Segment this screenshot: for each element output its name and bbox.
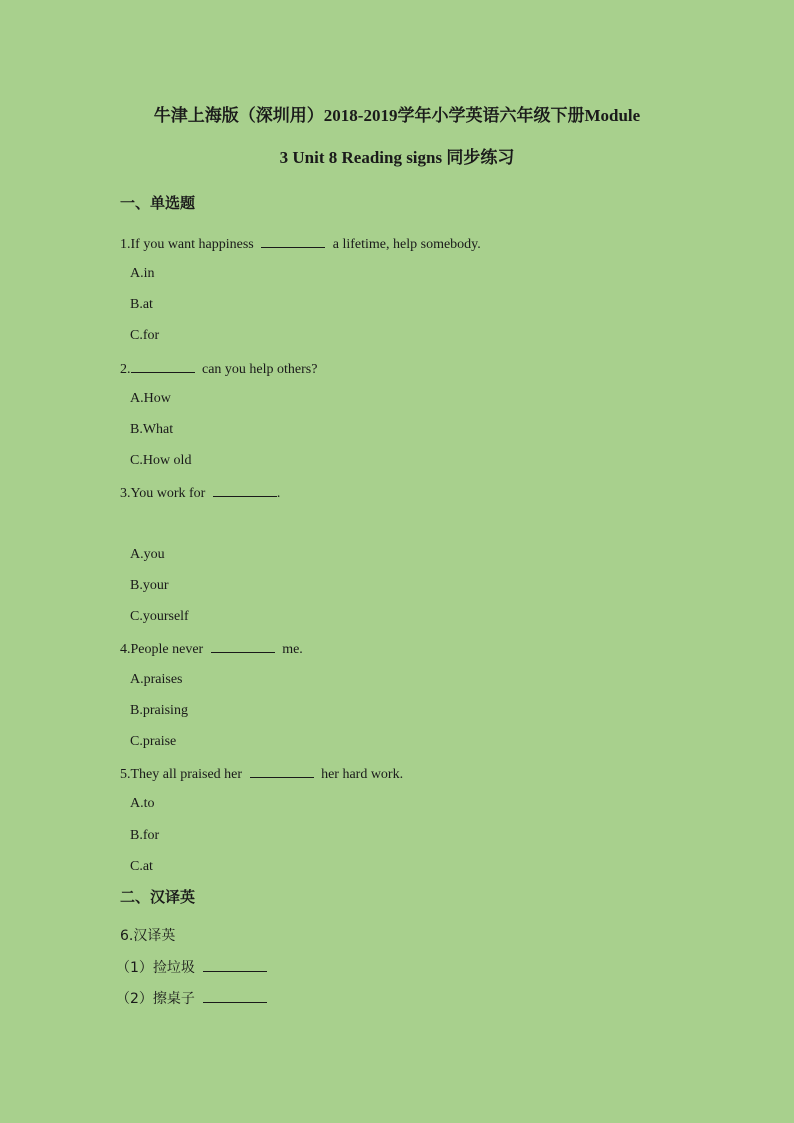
option-2a: A.How <box>130 391 171 406</box>
option-2c: C.How old <box>130 453 192 468</box>
answer-blank <box>203 958 267 972</box>
question-4-text-end: me. <box>282 642 303 657</box>
option-2b: B.What <box>130 422 174 437</box>
question-2-number: 2. <box>120 362 131 377</box>
question-6-item-2 <box>116 989 271 1008</box>
section-heading-single-choice: 一、单选题 <box>120 194 196 212</box>
question-4-text: 4.People never <box>120 642 204 657</box>
answer-blank <box>131 359 195 373</box>
question-3 <box>120 483 280 503</box>
question-6: 6.汉译英 <box>120 928 176 944</box>
answer-blank <box>250 764 314 778</box>
question-6-item-1 <box>116 958 271 977</box>
option-1c: C.for <box>130 328 160 343</box>
answer-blank <box>213 483 277 497</box>
question-2-text: can you help others? <box>202 362 318 377</box>
question-5-text-end: her hard work. <box>321 767 404 782</box>
title-line-2: 3 Unit 8 Reading signs 同步练习 <box>279 148 515 167</box>
option-1b: B.at <box>130 297 153 312</box>
option-3b: B.your <box>130 578 169 593</box>
option-3a: A.you <box>130 547 165 562</box>
question-6-item-2-text: （2）擦桌子 <box>116 991 195 1007</box>
question-5 <box>120 764 403 784</box>
option-5a: A.to <box>130 796 155 811</box>
question-3-text: 3.You work for <box>120 486 206 501</box>
option-4a: A.praises <box>130 672 183 687</box>
question-4 <box>120 639 303 659</box>
question-6-item-1-text: （1）捡垃圾 <box>116 960 195 976</box>
question-1-text: 1.If you want happiness <box>120 237 254 252</box>
question-2 <box>120 359 317 379</box>
title-line-1: 牛津上海版（深圳用）2018-2019学年小学英语六年级下册Module <box>153 106 641 125</box>
question-1 <box>120 234 481 254</box>
question-5-text: 5.They all praised her <box>120 767 243 782</box>
question-1-text-end: a lifetime, help somebody. <box>332 237 481 252</box>
answer-blank <box>261 234 325 248</box>
question-3-text-end: . <box>276 486 281 501</box>
option-4c: C.praise <box>130 734 177 749</box>
option-5b: B.for <box>130 828 160 843</box>
option-3c: C.yourself <box>130 609 189 624</box>
answer-blank <box>211 639 275 653</box>
answer-blank <box>203 989 267 1003</box>
section-heading-translation: 二、汉译英 <box>120 888 196 906</box>
option-1a: A.in <box>130 266 155 281</box>
option-5c: C.at <box>130 859 153 874</box>
option-4b: B.praising <box>130 703 188 718</box>
